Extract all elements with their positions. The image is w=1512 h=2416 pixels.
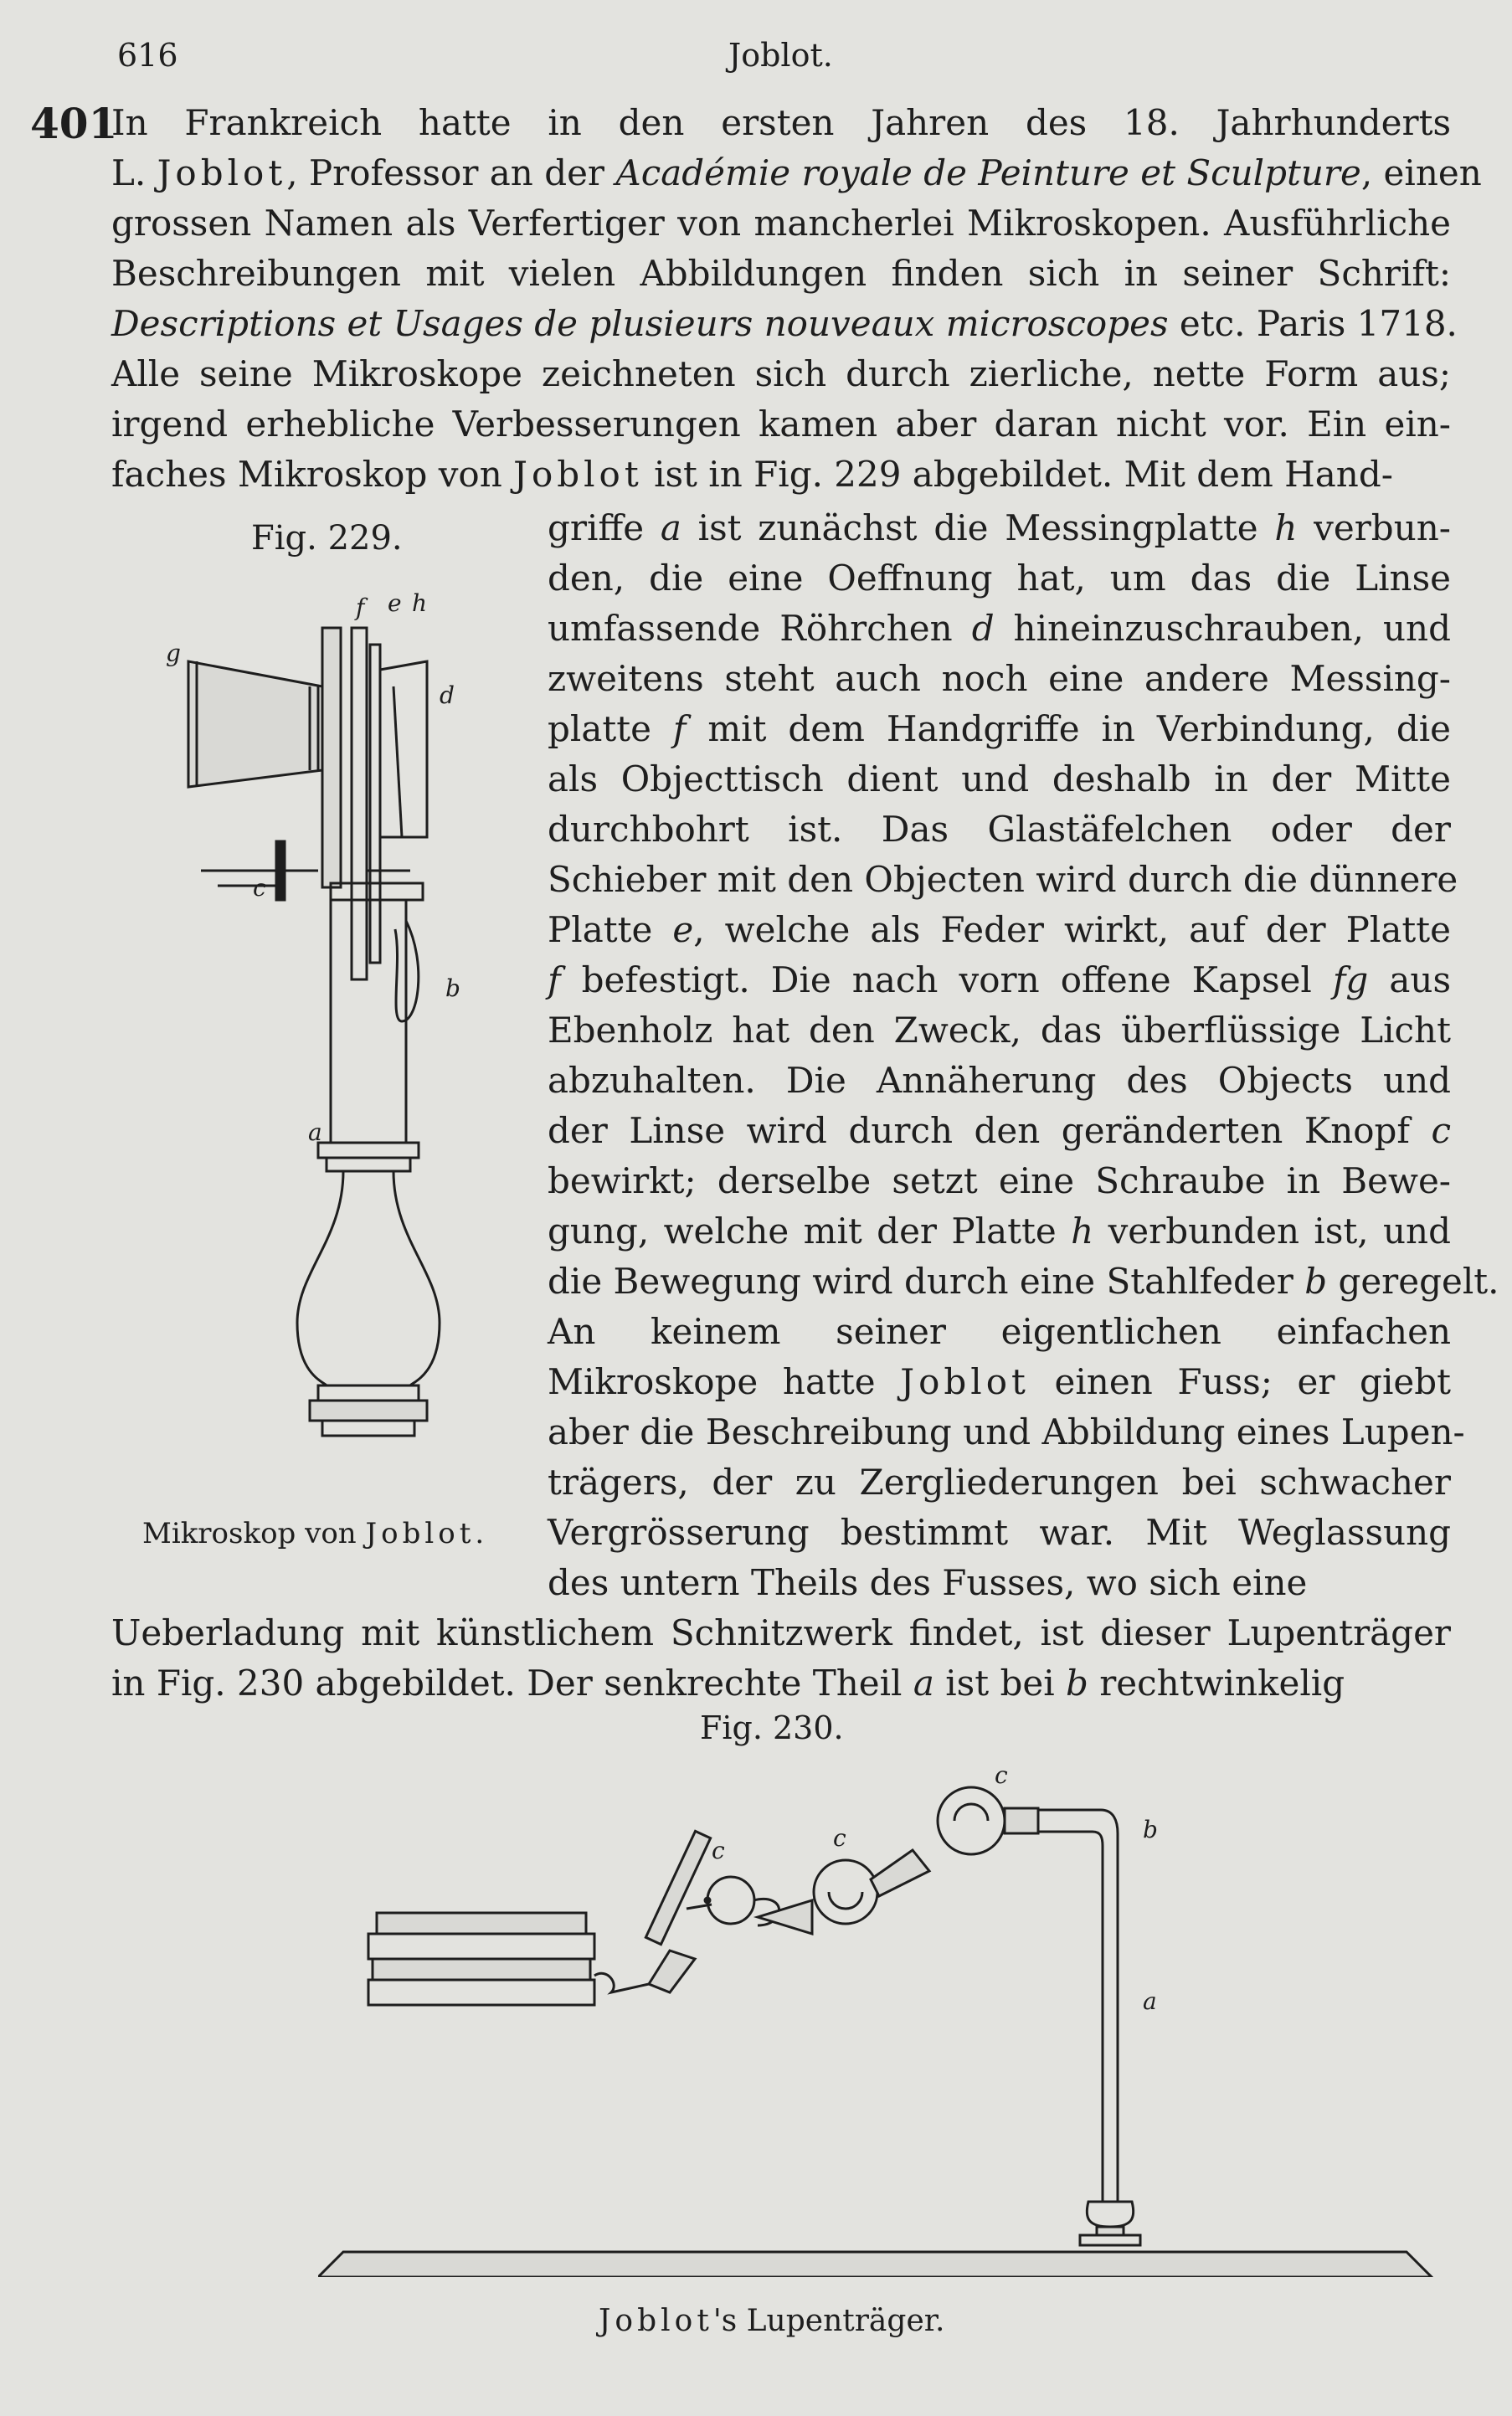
text-line: aber die Beschreibung und Abbildung eines Lupen- [548,1411,1465,1452]
text-line: platte f mit dem Handgriffe in Verbindung, die [548,708,1451,749]
text-line: Vergrösserung bestimmt war. Mit Weglassung [548,1512,1451,1553]
text-line: als Objecttisch dient und deshalb in der Mitte [548,758,1451,799]
text-line: Alle seine Mikroskope zeichneten sich durch zierliche, nette Form aus; [111,353,1451,394]
text-line: Ueberladung mit künstlichem Schnitzwerk findet, ist dieser Lupenträger [111,1612,1451,1653]
author-name: Joblot [513,454,643,495]
italic-term: a [913,1663,934,1704]
text-line: des untern Theils des Fusses, wo sich eine [548,1562,1308,1603]
fig-230-letter-a: a [1143,1987,1157,2015]
text-line: zweitens steht auch noch eine andere Messing- [548,658,1451,699]
text-line: In Frankreich hatte in den ersten Jahren des 18. Jahrhunderts [111,102,1451,143]
text-line: f befestigt. Die nach vorn offene Kapsel fg aus [548,959,1451,1000]
fig-229-letter-c: c [253,874,266,902]
text-line: gung, welche mit der Platte h verbunden ist, und [548,1211,1451,1252]
italic-term: d [971,608,995,649]
italic-term: f [548,959,561,1000]
text-line: umfassende Röhrchen d hineinzuschrauben, und [548,608,1451,649]
fig-229-letter-a: a [308,1118,322,1146]
italic-term: c [1431,1110,1451,1151]
page-number: 616 [117,37,178,74]
fig-229-label: Fig. 229. [251,519,403,558]
italic-term: a [660,507,681,548]
fig-230-letter-c-3: c [995,1761,1008,1789]
text-line: die Bewegung wird durch eine Stahlfeder b geregelt. [548,1261,1499,1302]
fig-229-caption: Mikroskop von Joblot. [142,1517,485,1550]
text-line: Mikroskope hatte Joblot einen Fuss; er giebt [548,1361,1451,1402]
text-line: den, die eine Oeffnung hat, um das die Linse [548,558,1451,599]
italic-term: Académie royale de Peinture et Sculpture [615,152,1361,193]
fig-229-letter-f: f [356,594,365,621]
text-line: der Linse wird durch den geränderten Knopf c [548,1110,1451,1151]
fig-229-letter-h: h [412,589,428,617]
fig-230-letter-c-1: c [712,1837,725,1864]
italic-term: h [1274,507,1298,548]
italic-term: Descriptions et Usages de plusieurs nouveaux microscopes [111,303,1169,344]
italic-term: b [1304,1261,1328,1302]
text-line: Descriptions et Usages de plusieurs nouveaux microscopes etc. Paris 1718. [111,303,1458,344]
text-line: An keinem seiner eigentlichen einfachen [548,1311,1451,1352]
section-number: 401 [30,99,118,148]
running-title: Joblot. [728,37,833,74]
fig-230-caption: Joblot's Lupenträger. [599,2304,945,2338]
fig-229-letter-b: b [445,974,460,1002]
text-line: Beschreibungen mit vielen Abbildungen finden sich in seiner Schrift: [111,253,1451,294]
fig-229-microscope-drawing [151,569,469,1448]
italic-term: fg [1332,959,1369,1000]
italic-term: f [672,708,687,749]
text-line: grossen Namen als Verfertiger von mancherlei Mikroskopen. Ausführliche [111,203,1451,244]
text-line: trägers, der zu Zergliederungen bei schwacher [548,1462,1451,1503]
author-name: Joblot [900,1361,1030,1402]
fig-230-letter-b: b [1143,1816,1158,1843]
fig-230-label: Fig. 230. [700,1709,844,1746]
fig-229-letter-g: g [166,640,181,667]
text-line: irgend erhebliche Verbesserungen kamen aber daran nicht vor. Ein ein- [111,404,1451,445]
text-line: in Fig. 230 abgebildet. Der senkrechte Theil a ist bei b rechtwinkelig [111,1663,1345,1704]
text-line: L. Joblot, Professor an der Académie royale de Peinture et Sculpture, einen [111,152,1482,193]
text-line: Schieber mit den Objecten wird durch die dünnere [548,859,1458,900]
text-line: faches Mikroskop von Joblot ist in Fig. 229 abgebildet. Mit dem Hand- [111,454,1393,495]
text-line: abzuhalten. Die Annäherung des Objects und [548,1060,1451,1101]
fig-229-letter-d: d [440,681,455,709]
text-line: bewirkt; derselbe setzt eine Schraube in Bewe- [548,1160,1451,1201]
text-line: Platte e, welche als Feder wirkt, auf der Platte [548,909,1451,950]
text-line: griffe a ist zunächst die Messingplatte h verbun- [548,507,1451,548]
text-line: durchbohrt ist. Das Glastäfelchen oder der [548,809,1451,850]
italic-term: h [1071,1211,1094,1252]
author-name: Joblot [157,152,287,193]
italic-term: e [672,909,694,950]
fig-230-letter-c-2: c [833,1824,846,1852]
italic-term: b [1065,1663,1088,1704]
fig-230-lens-holder-drawing [318,1758,1490,2277]
fig-229-letter-e: e [388,589,402,617]
text-line: Ebenholz hat den Zweck, das überflüssige Licht [548,1010,1451,1051]
